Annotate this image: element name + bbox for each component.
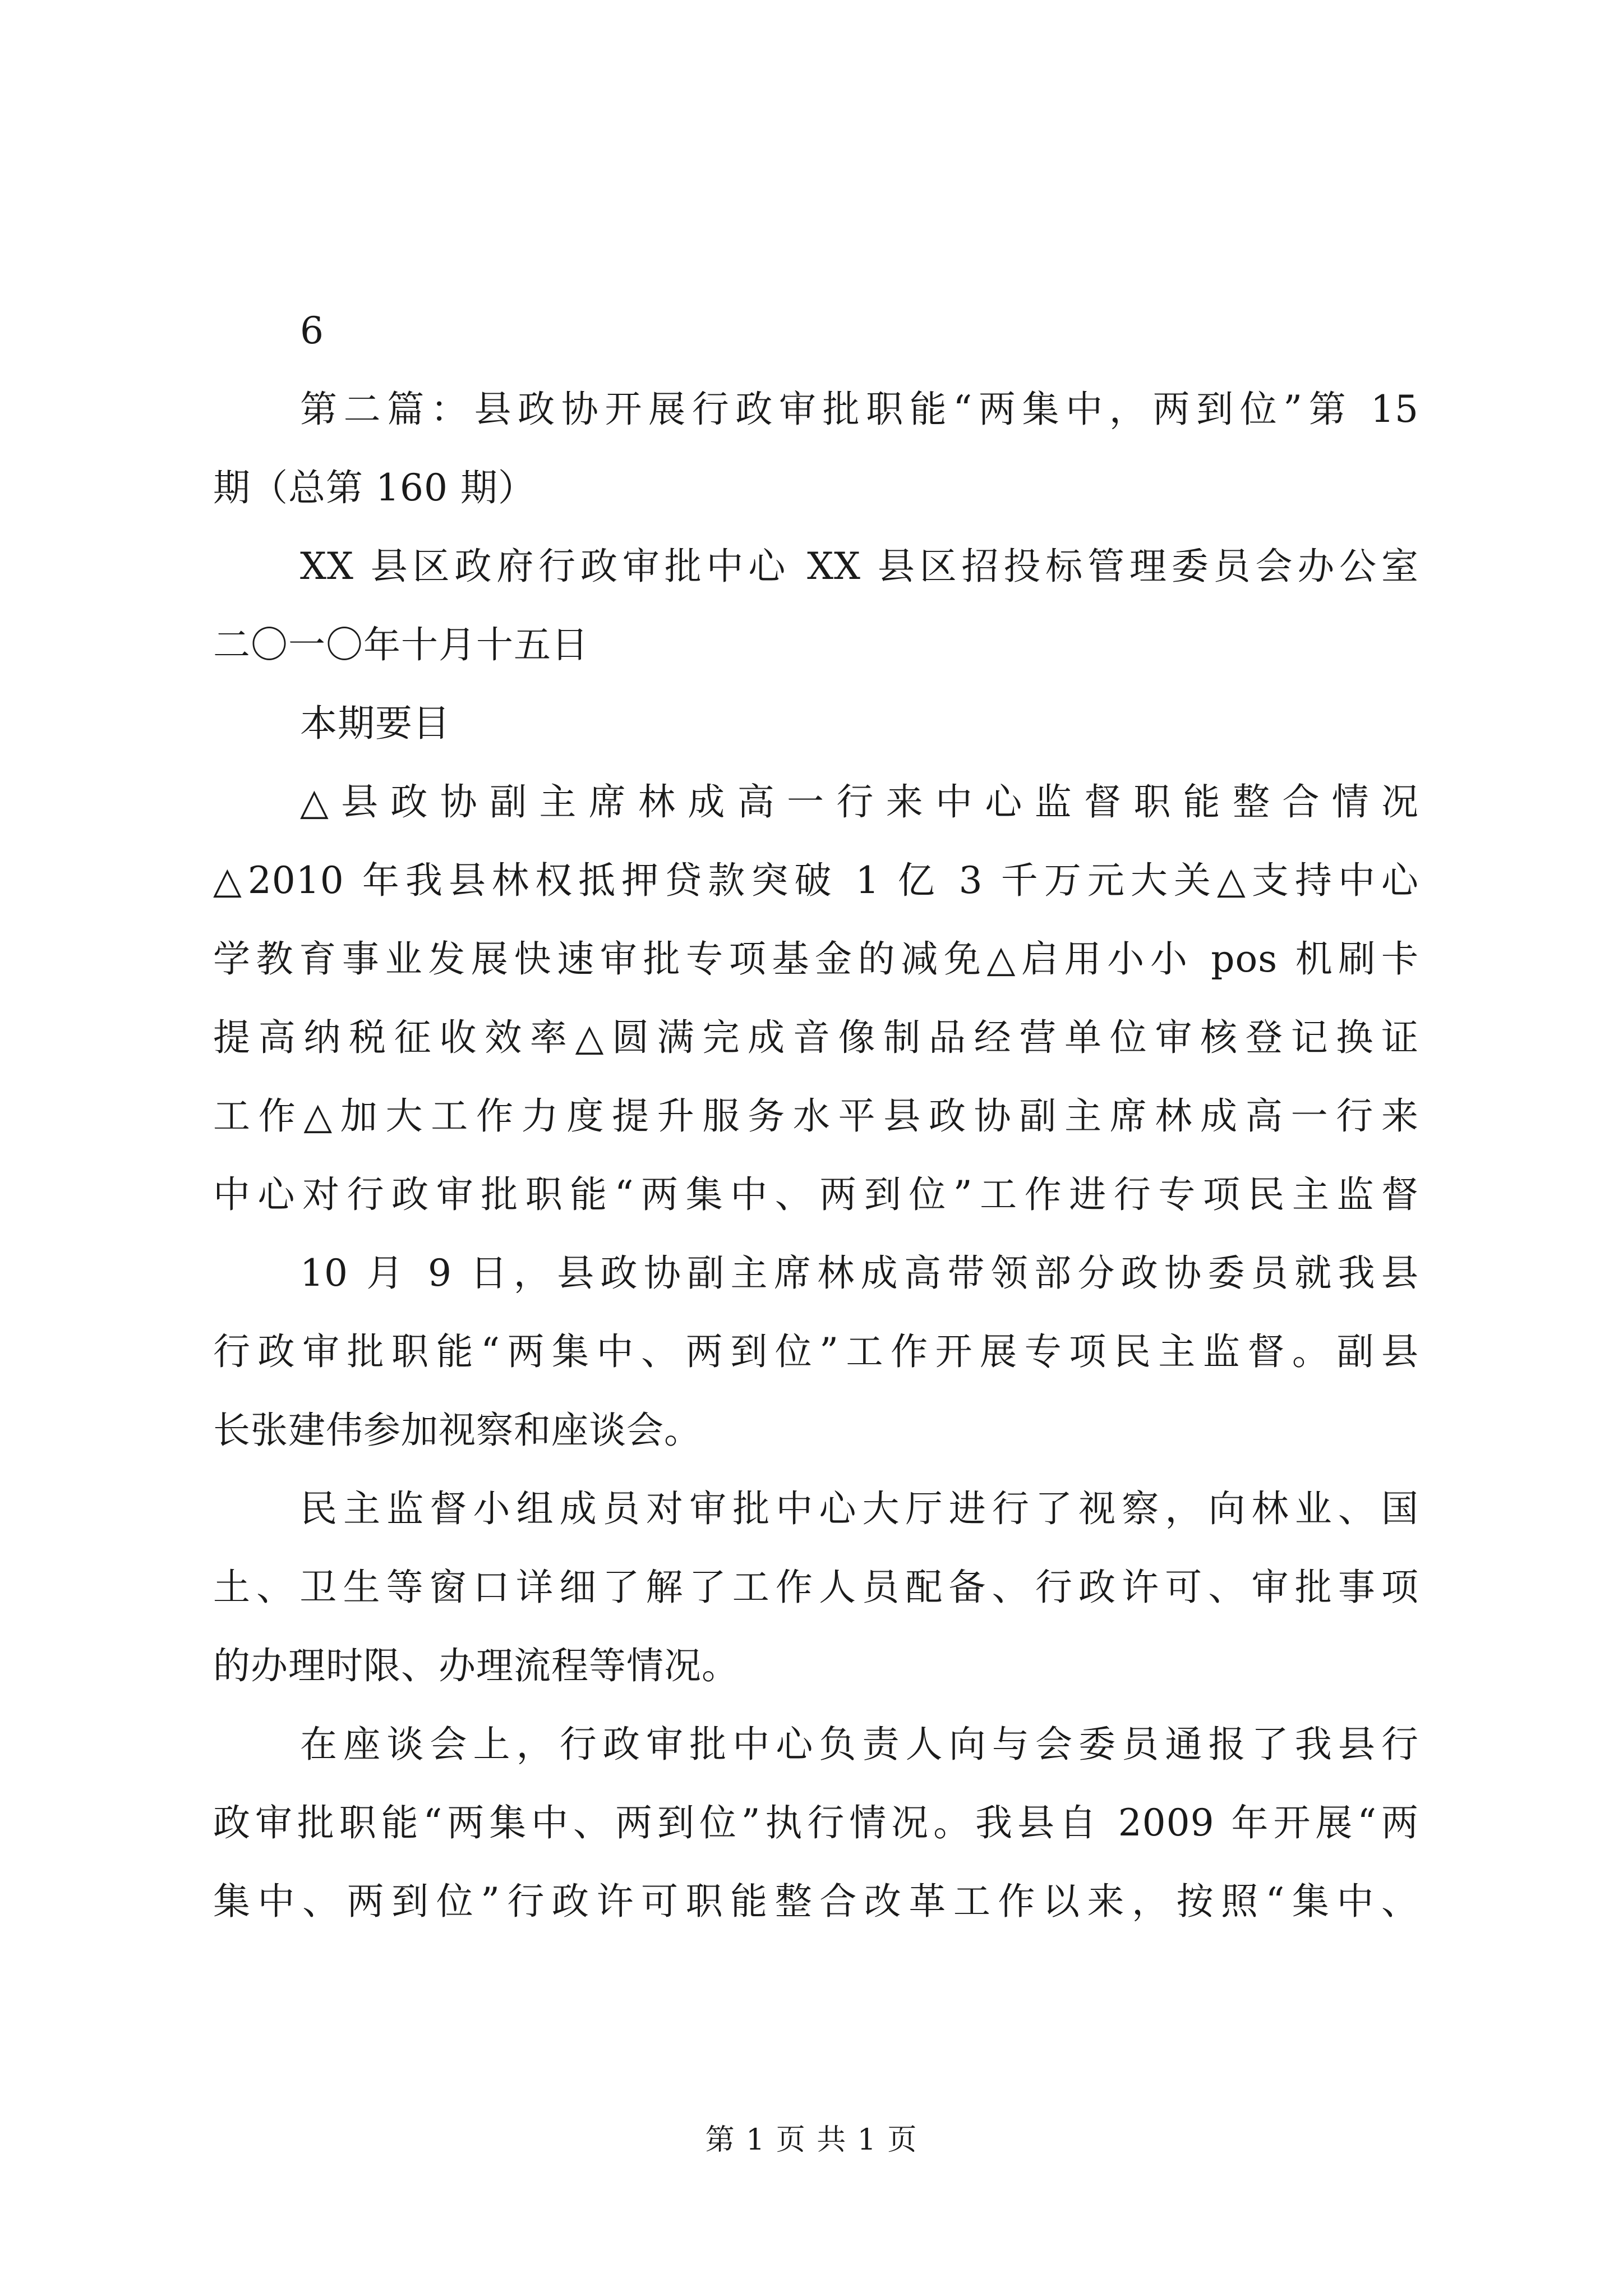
paragraph-line: △县政协副主席林成高一行来中心监督职能整合情况 [300,780,1419,823]
paragraph-line: 的办理时限、办理流程等情况。 [213,1644,739,1687]
page-number-fragment: 6 [300,309,324,352]
paragraph-line: 中心对行政审批职能“两集中、两到位”工作进行专项民主监督 [213,1173,1419,1216]
paragraph-line: △2010 年我县林权抵押贷款突破 1 亿 3 千万元大关△支持中心 [213,859,1419,902]
page-footer: 第 1 页 共 1 页 [705,2123,918,2157]
date-line: 二〇一〇年十月十五日 [213,623,589,666]
document-body [213,292,1419,1941]
paragraph-line: 工作△加大工作力度提升服务水平县政协副主席林成高一行来 [213,1094,1419,1138]
paragraph-line: 民主监督小组成员对审批中心大厅进行了视察，向林业、国 [300,1487,1419,1530]
article-title-line: 第二篇：县政协开展行政审批职能“两集中，两到位”第 15 [300,388,1419,431]
paragraph-line: 土、卫生等窗口详细了解了工作人员配备、行政许可、审批事项 [213,1566,1419,1609]
paragraph-line: 提高纳税征收效率△圆满完成音像制品经营单位审核登记换证 [213,1016,1419,1059]
issuer-line: XX 县区政府行政审批中心 XX 县区招投标管理委员会办公室 [300,545,1419,588]
paragraph-line: 10 月 9 日，县政协副主席林成高带领部分政协委员就我县 [300,1251,1419,1295]
paragraph-line: 行政审批职能“两集中、两到位”工作开展专项民主监督。副县 [213,1330,1419,1373]
article-title-line: 期（总第 160 期） [213,466,536,509]
paragraph-line: 学教育事业发展快速审批专项基金的减免△启用小小 pos 机刷卡 [213,937,1419,981]
paragraph-line: 长张建伟参加视察和座谈会。 [213,1409,702,1452]
paragraph-line: 政审批职能“两集中、两到位”执行情况。我县自 2009 年开展“两 [213,1801,1419,1844]
section-heading: 本期要目 [300,702,450,745]
paragraph-line: 集中、两到位”行政许可职能整合改革工作以来，按照“集中、 [213,1880,1419,1923]
paragraph-line: 在座谈会上，行政审批中心负责人向与会委员通报了我县行 [300,1723,1419,1766]
